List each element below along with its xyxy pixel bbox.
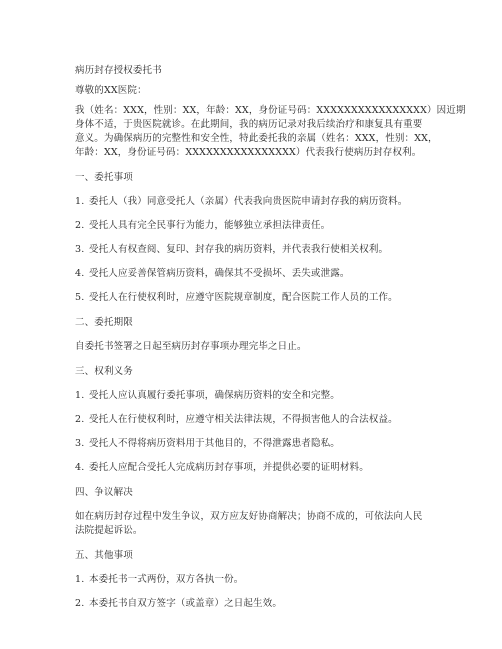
intro-line-2: 身体不适，于贵医院就诊。在此期间，我的病历记录对我后续治疗和康复具有重要 (75, 119, 423, 130)
section4-heading: 四、争议解决 (75, 487, 133, 498)
section3-item (75, 437, 340, 451)
section2-text: 自委托书签署之日起至病历封存事项办理完毕之日止。 (75, 341, 307, 352)
item-text: 受托人应妥善保管病历资料，确保其不受损坏、丢失或泄露。 (89, 268, 350, 279)
intro-line-4: 年龄：XX，身份证号码：XXXXXXXXXXXXXXXX）代表我行使病历封存权利。 (75, 147, 422, 158)
section1-item (75, 243, 388, 257)
section3-heading: 三、权利义务 (75, 366, 133, 377)
salutation: 尊敬的XX医院： (75, 85, 147, 96)
section1-item (75, 291, 398, 305)
item-text: 受托人具有完全民事行为能力，能够独立承担法律责任。 (89, 220, 331, 231)
item-text: 受托人在行使权利时，应遵守医院规章制度，配合医院工作人员的工作。 (89, 292, 398, 303)
item-text: 委托人（我）同意受托人（亲属）代表我向贵医院申请封存我的病历资料。 (89, 196, 408, 207)
intro-line-1: 我（姓名：XXX，性别：XX，年龄：XX，身份证号码：XXXXXXXXXXXXXXXX）因近期 (75, 105, 466, 116)
item-number: 1. (75, 196, 85, 207)
section2-heading: 二、委托期限 (75, 317, 133, 328)
item-number: 5. (75, 292, 85, 303)
section1-item (75, 195, 407, 209)
section5-item (75, 597, 282, 611)
section3-item (75, 413, 398, 427)
item-number: 3. (75, 244, 85, 255)
item-text: 委托人应配合受托人完成病历封存事项，并提供必要的证明材料。 (89, 462, 369, 473)
section4-line-1: 如在病历封存过程中发生争议，双方应友好协商解决；协商不成的，可依法向人民 (75, 511, 423, 522)
section5-heading: 五、其他事项 (75, 550, 133, 561)
item-number: 2. (75, 598, 85, 609)
section5-item (75, 573, 243, 587)
section1-item (75, 267, 350, 281)
section4-line-2: 法院提起诉讼。 (75, 525, 143, 536)
item-text: 受托人在行使权利时，应遵守相关法律法规，不得损害他人的合法权益。 (89, 414, 398, 425)
item-number: 2. (75, 414, 85, 425)
section1-heading: 一、委托事项 (75, 172, 133, 183)
item-number: 3. (75, 438, 85, 449)
section3-item (75, 389, 340, 403)
item-text: 受托人应认真履行委托事项，确保病历资料的安全和完整。 (89, 390, 340, 401)
section3-item (75, 461, 369, 475)
section1-item (75, 219, 330, 233)
item-text: 本委托书一式两份，双方各执一份。 (89, 574, 244, 585)
item-number: 1. (75, 574, 85, 585)
item-text: 受托人有权查阅、复印、封存我的病历资料，并代表我行使相关权利。 (89, 244, 389, 255)
item-number: 4. (75, 268, 85, 279)
item-number: 2. (75, 220, 85, 231)
item-text: 本委托书自双方签字（或盖章）之日起生效。 (89, 598, 283, 609)
intro-line-3: 意义。为确保病历的完整性和安全性，特此委托我的亲属（姓名：XXX，性别：XX， (75, 133, 438, 144)
item-number: 1. (75, 390, 85, 401)
document-title: 病历封存授权委托书 (75, 65, 162, 76)
item-number: 4. (75, 462, 85, 473)
item-text: 受托人不得将病历资料用于其他目的，不得泄露患者隐私。 (89, 438, 340, 449)
